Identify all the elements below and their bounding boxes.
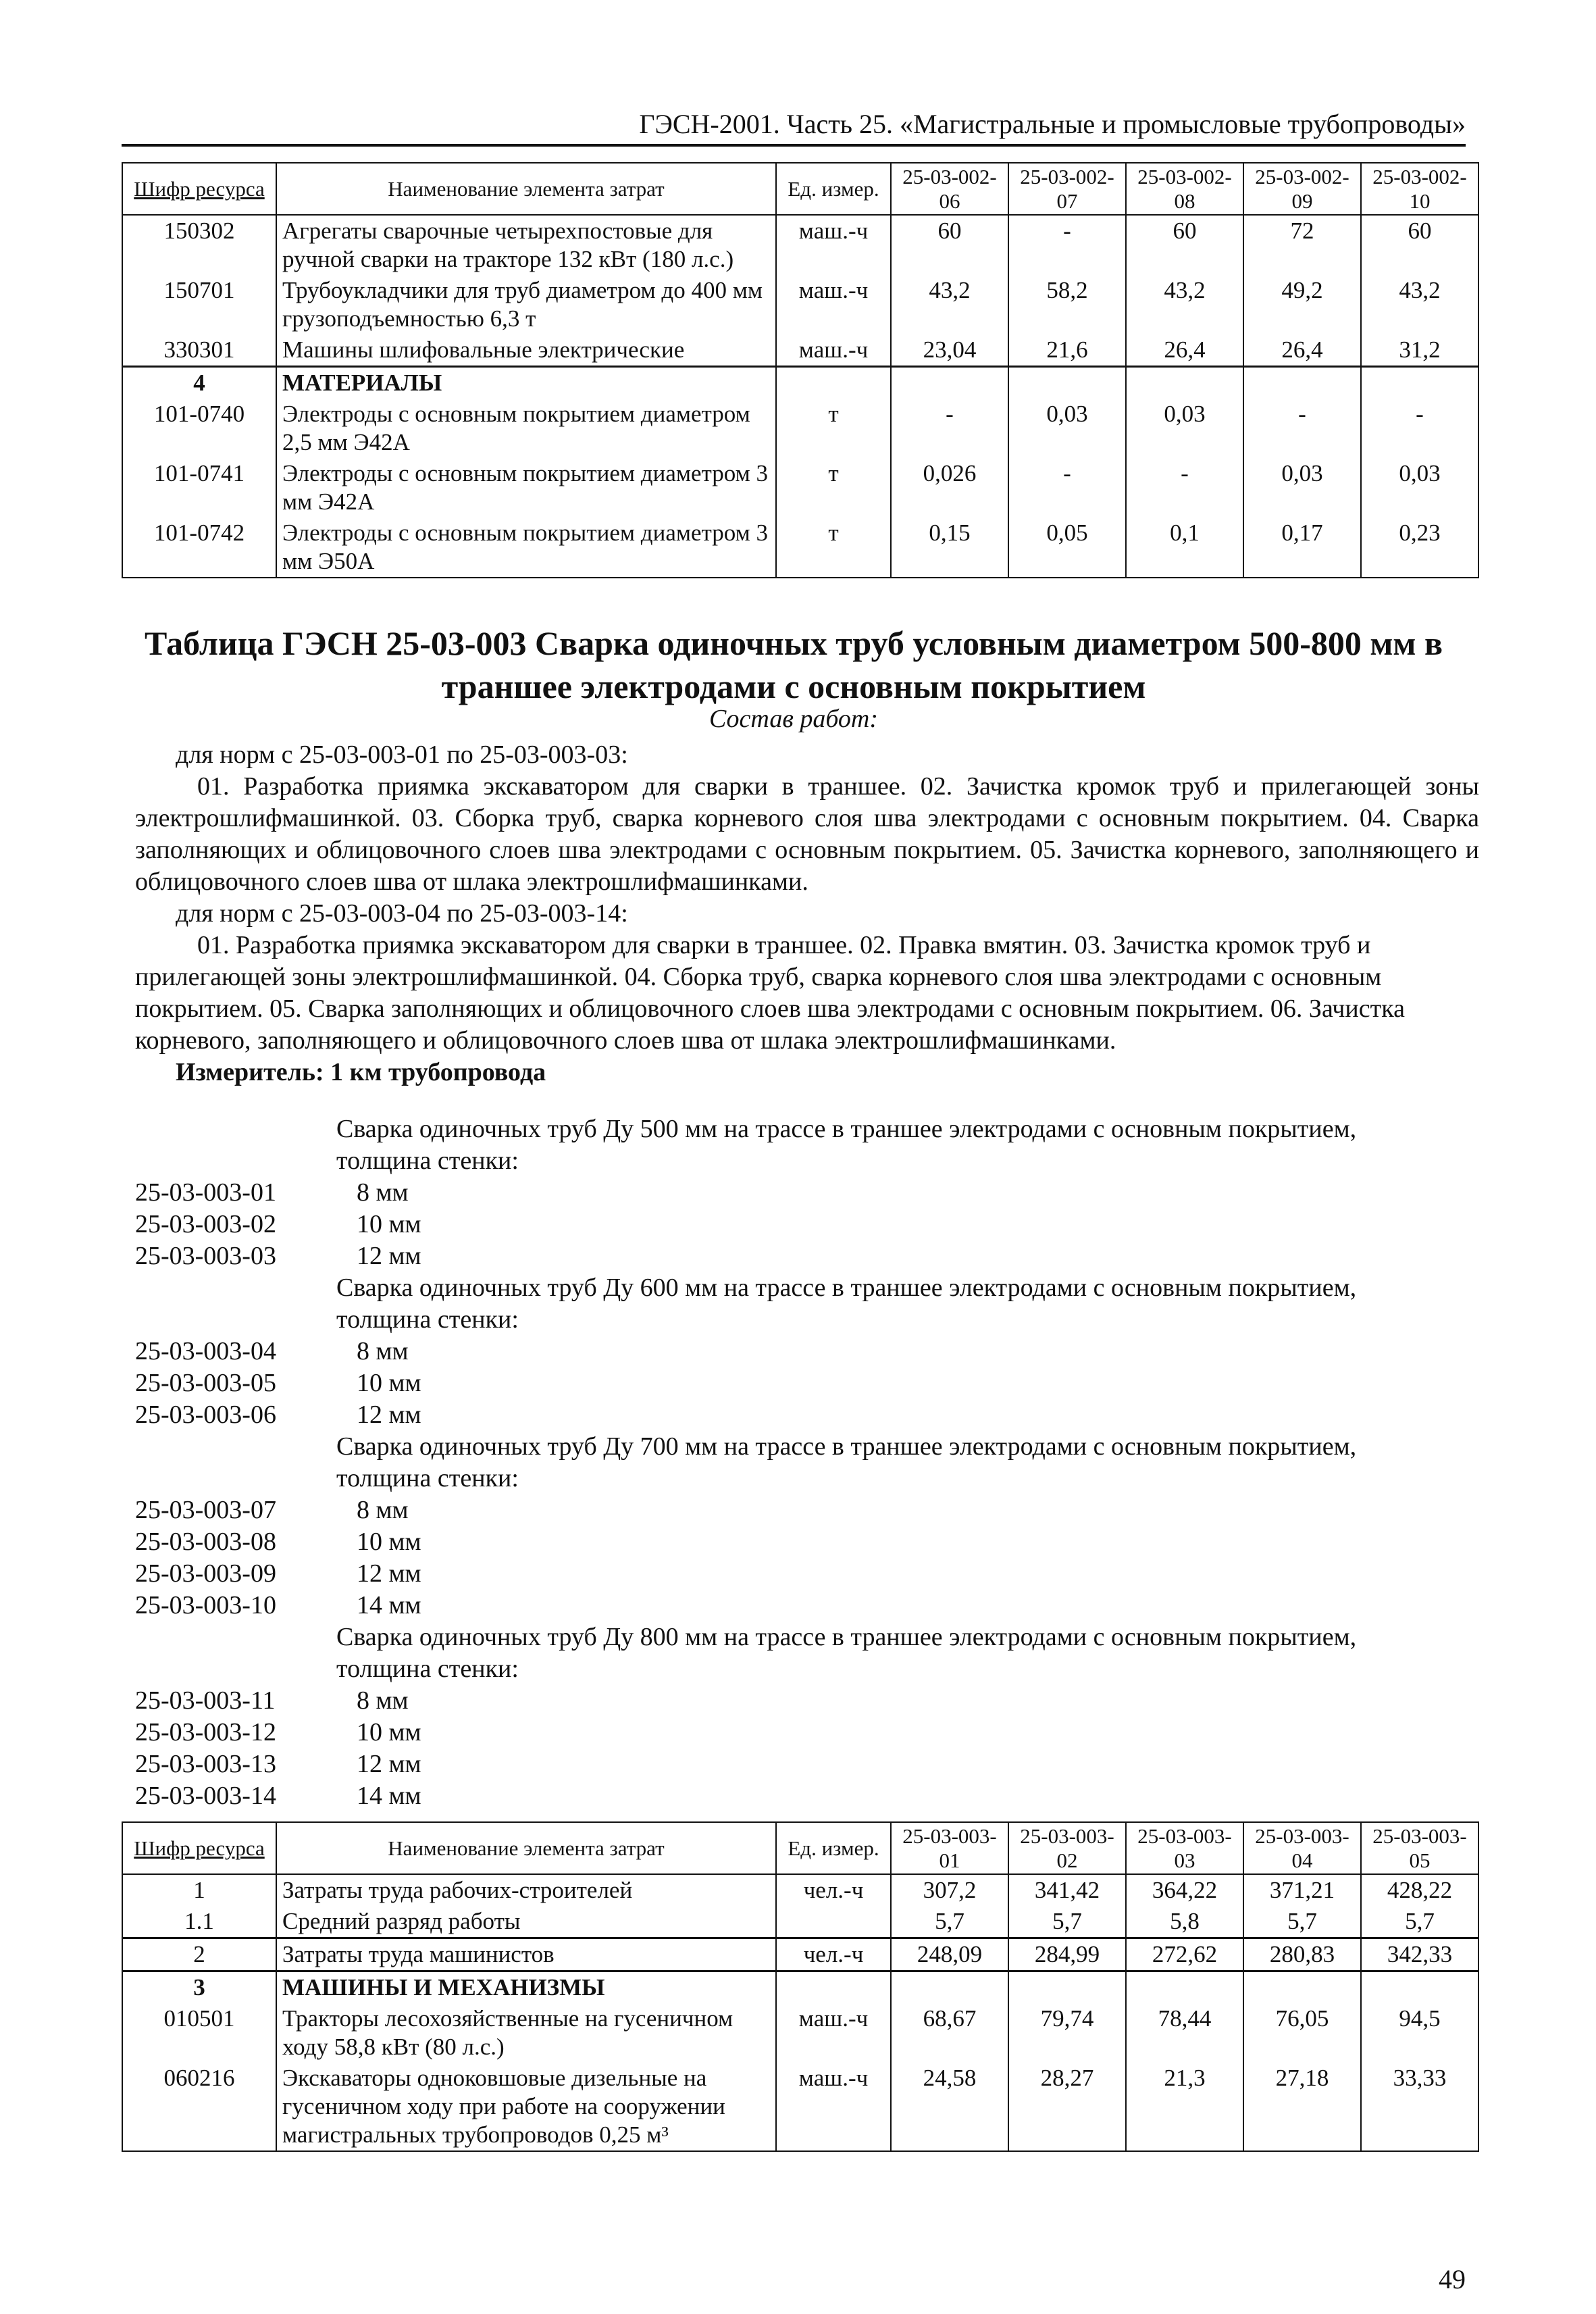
norm-code: 25-03-003-11: [135, 1686, 276, 1715]
column-header: 25-03-002-09: [1243, 163, 1361, 215]
resource-code: 150701: [122, 275, 276, 334]
norm-group: [135, 1272, 1479, 1431]
norm-item: [135, 1177, 1479, 1209]
norm-group-heading: толщина стенки:: [336, 1655, 519, 1683]
value-cell: 0,1: [1126, 518, 1243, 578]
resource-name: Экскаваторы одноковшовые дизельные на гусеничном ходу при работе на сооружении магистральных трубопроводов 0,25 м³: [276, 2063, 776, 2151]
table-section-row: [122, 1971, 1478, 2004]
column-header: 25-03-002-10: [1361, 163, 1478, 215]
value-cell: 43,2: [1126, 275, 1243, 334]
value-cell: -: [1243, 399, 1361, 458]
norm-value: 12 мм: [357, 1750, 421, 1778]
unit: т: [776, 458, 891, 518]
value-cell: [1243, 367, 1361, 399]
norm-item: [135, 1209, 1479, 1240]
measure-unit: Измеритель: 1 км трубопровода: [176, 1058, 546, 1086]
value-cell: 307,2: [891, 1874, 1008, 1906]
norm-code: 25-03-003-12: [135, 1718, 276, 1746]
table-row: [122, 518, 1478, 578]
column-header: Ед. измер.: [776, 163, 891, 215]
value-cell: 428,22: [1361, 1874, 1478, 1906]
value-cell: -: [1008, 458, 1126, 518]
value-cell: 72: [1243, 215, 1361, 275]
norm-value: 10 мм: [357, 1369, 421, 1397]
value-cell: [891, 367, 1008, 399]
resource-code: 1: [122, 1874, 276, 1906]
norm-code: 25-03-003-10: [135, 1591, 276, 1619]
norm-value: 14 мм: [357, 1591, 421, 1619]
resource-name: Агрегаты сварочные четырехпостовые для ручной сварки на тракторе 132 кВт (180 л.с.): [276, 215, 776, 275]
column-header: 25-03-003-01: [891, 1822, 1008, 1874]
table-header-row: [122, 163, 1478, 215]
resource-code: 150302: [122, 215, 276, 275]
column-header: Наименование элемента затрат: [276, 163, 776, 215]
work-composition-heading: Состав работ:: [709, 705, 879, 733]
value-cell: 78,44: [1126, 2003, 1243, 2063]
norm-group: [135, 1113, 1479, 1272]
resource-name: Тракторы лесохозяйственные на гусеничном ходу 58,8 кВт (80 л.с.): [276, 2003, 776, 2063]
norm-item: [135, 1240, 1479, 1272]
table-row: [122, 334, 1478, 367]
norm-code: 25-03-003-08: [135, 1528, 276, 1556]
running-header: ГЭСН-2001. Часть 25. «Магистральные и промысловые трубопроводы»: [122, 108, 1466, 147]
value-cell: 364,22: [1126, 1874, 1243, 1906]
resource-code: 010501: [122, 2003, 276, 2063]
norm-item: [135, 1717, 1479, 1749]
value-cell: -: [891, 399, 1008, 458]
value-cell: 43,2: [891, 275, 1008, 334]
norm-value: 12 мм: [357, 1559, 421, 1588]
value-cell: 21,3: [1126, 2063, 1243, 2151]
value-cell: [1008, 367, 1126, 399]
unit: маш.-ч: [776, 334, 891, 367]
section-code: 4: [122, 367, 276, 399]
value-cell: 5,7: [891, 1906, 1008, 1938]
value-cell: 76,05: [1243, 2003, 1361, 2063]
resource-name: Электроды с основным покрытием диаметром 2,5 мм Э42А: [276, 399, 776, 458]
norm-value: 8 мм: [357, 1337, 409, 1365]
column-header: 25-03-003-04: [1243, 1822, 1361, 1874]
unit: чел.-ч: [776, 1938, 891, 1971]
resource-code: 060216: [122, 2063, 276, 2151]
column-header: 25-03-003-03: [1126, 1822, 1243, 1874]
norm-item: [135, 1399, 1479, 1431]
norm-item: [135, 1526, 1479, 1558]
value-cell: 58,2: [1008, 275, 1126, 334]
norms-range-label: для норм с 25-03-003-04 по 25-03-003-14:: [176, 899, 628, 928]
value-cell: 0,03: [1243, 458, 1361, 518]
value-cell: [1243, 1971, 1361, 2004]
norm-group-heading: Сварка одиночных труб Ду 700 мм на трассе в траншее электродами с основным покрытием,: [336, 1432, 1357, 1461]
norm-value: 10 мм: [357, 1210, 421, 1238]
norm-code: 25-03-003-13: [135, 1750, 276, 1778]
norm-code: 25-03-003-05: [135, 1369, 276, 1397]
column-header: 25-03-003-02: [1008, 1822, 1126, 1874]
resource-name: Затраты труда машинистов: [276, 1938, 776, 1971]
column-header: 25-03-002-08: [1126, 163, 1243, 215]
norm-item: [135, 1367, 1479, 1399]
value-cell: 5,8: [1126, 1906, 1243, 1938]
value-cell: 0,05: [1008, 518, 1126, 578]
column-header: 25-03-003-05: [1361, 1822, 1478, 1874]
column-header: 25-03-002-06: [891, 163, 1008, 215]
value-cell: 26,4: [1243, 334, 1361, 367]
unit: маш.-ч: [776, 2003, 891, 2063]
value-cell: 0,15: [891, 518, 1008, 578]
work-description: [135, 739, 1479, 1088]
value-cell: 5,7: [1008, 1906, 1126, 1938]
norms-list: [135, 1113, 1479, 1812]
norm-group: [135, 1621, 1479, 1812]
work-steps-paragraph: 01. Разработка приямка экскаватором для сварки в траншее. 02. Зачистка кромок труб и прилегающей зоны электрошлифмашинкой. 03. Сборка труб, сварка корневого слоя шва электродами с основным покрытием. 04. Сварка заполняющих и облицовочного слоев шва электродами с основным покрытием. 05. Зачистка корневого, заполняющего и облицовочного слоев шва от шлака электрошлифмашинками.: [135, 772, 1479, 896]
norm-code: 25-03-003-01: [135, 1178, 276, 1207]
norm-group: [135, 1431, 1479, 1621]
value-cell: 26,4: [1126, 334, 1243, 367]
norm-group-heading: толщина стенки:: [336, 1464, 519, 1492]
unit: т: [776, 399, 891, 458]
value-cell: 0,026: [891, 458, 1008, 518]
section-code: 3: [122, 1971, 276, 2004]
norm-group-heading: Сварка одиночных труб Ду 500 мм на трассе в траншее электродами с основным покрытием,: [336, 1115, 1357, 1143]
norm-item: [135, 1749, 1479, 1780]
value-cell: 341,42: [1008, 1874, 1126, 1906]
value-cell: 342,33: [1361, 1938, 1478, 1971]
value-cell: -: [1008, 215, 1126, 275]
table-row: [122, 2003, 1478, 2063]
norm-item: [135, 1494, 1479, 1526]
value-cell: 21,6: [1008, 334, 1126, 367]
value-cell: 0,03: [1361, 458, 1478, 518]
resource-table-003: [122, 1821, 1479, 2152]
norm-code: 25-03-003-07: [135, 1496, 276, 1524]
norm-item: [135, 1558, 1479, 1590]
resource-name: Электроды с основным покрытием диаметром 3 мм Э42А: [276, 458, 776, 518]
norm-value: 8 мм: [357, 1496, 409, 1524]
norm-value: 12 мм: [357, 1242, 421, 1270]
column-header: 25-03-002-07: [1008, 163, 1126, 215]
value-cell: 60: [1361, 215, 1478, 275]
unit: маш.-ч: [776, 2063, 891, 2151]
value-cell: [1126, 1971, 1243, 2004]
value-cell: 371,21: [1243, 1874, 1361, 1906]
value-cell: 60: [1126, 215, 1243, 275]
page-number: 49: [1439, 2264, 1466, 2294]
norm-group-heading: Сварка одиночных труб Ду 600 мм на трассе в траншее электродами с основным покрытием,: [336, 1274, 1357, 1302]
norms-range-label: для норм с 25-03-003-01 по 25-03-003-03:: [176, 740, 628, 769]
norm-item: [135, 1780, 1479, 1812]
resource-code: 101-0742: [122, 518, 276, 578]
norm-code: 25-03-003-09: [135, 1559, 276, 1588]
value-cell: 49,2: [1243, 275, 1361, 334]
norm-value: 8 мм: [357, 1686, 409, 1715]
resource-name: Машины шлифовальные электрические: [276, 334, 776, 367]
table-section-row: [122, 367, 1478, 399]
value-cell: 0,03: [1126, 399, 1243, 458]
value-cell: 272,62: [1126, 1938, 1243, 1971]
norm-code: 25-03-003-04: [135, 1337, 276, 1365]
norm-group-heading: толщина стенки:: [336, 1147, 519, 1175]
value-cell: 27,18: [1243, 2063, 1361, 2151]
norm-group-heading: толщина стенки:: [336, 1305, 519, 1334]
norm-value: 12 мм: [357, 1401, 421, 1429]
value-cell: 31,2: [1361, 334, 1478, 367]
value-cell: 94,5: [1361, 2003, 1478, 2063]
section-title: МАТЕРИАЛЫ: [276, 367, 776, 399]
resource-code: 1.1: [122, 1906, 276, 1938]
table-row: [122, 275, 1478, 334]
value-cell: 0,17: [1243, 518, 1361, 578]
value-cell: 79,74: [1008, 2003, 1126, 2063]
value-cell: 0,23: [1361, 518, 1478, 578]
value-cell: 28,27: [1008, 2063, 1126, 2151]
value-cell: 24,58: [891, 2063, 1008, 2151]
value-cell: 5,7: [1361, 1906, 1478, 1938]
resource-name: Затраты труда рабочих-строителей: [276, 1874, 776, 1906]
value-cell: 248,09: [891, 1938, 1008, 1971]
value-cell: 280,83: [1243, 1938, 1361, 1971]
table-row: [122, 1874, 1478, 1906]
column-header: Шифр ресурса: [122, 163, 276, 215]
value-cell: -: [1361, 399, 1478, 458]
column-header: Шифр ресурса: [122, 1822, 276, 1874]
norm-item: [135, 1685, 1479, 1717]
norm-code: 25-03-003-03: [135, 1242, 276, 1270]
norm-item: [135, 1336, 1479, 1367]
resource-code: 330301: [122, 334, 276, 367]
unit: [776, 1906, 891, 1938]
value-cell: 0,03: [1008, 399, 1126, 458]
value-cell: 23,04: [891, 334, 1008, 367]
table-row: [122, 458, 1478, 518]
table-title: Таблица ГЭСН 25-03-003 Сварка одиночных труб условным диаметром 500-800 мм в траншее электродами с основным покрытием: [145, 624, 1443, 705]
resource-code: 2: [122, 1938, 276, 1971]
unit: [776, 1971, 891, 2004]
value-cell: [1008, 1971, 1126, 2004]
resource-name: Трубоукладчики для труб диаметром до 400 мм грузоподъемностью 6,3 т: [276, 275, 776, 334]
unit: чел.-ч: [776, 1874, 891, 1906]
work-steps-paragraph: 01. Разработка приямка экскаватором для сварки в траншее. 02. Правка вмятин. 03. Зачистка кромок труб и прилегающей зоны электрошлифмашинкой. 04. Сборка труб, сварка корневого слоя шва электродами с основным покрытием. 05. Сварка заполняющих и облицовочного слоев шва электродами с основным покрытием. 06. Зачистка корневого, заполняющего и облицовочного слоев шва от шлака электрошлифмашинками.: [135, 931, 1405, 1055]
value-cell: [1361, 1971, 1478, 2004]
table-row: [122, 1938, 1478, 1971]
resource-table-002: [122, 162, 1479, 578]
value-cell: 60: [891, 215, 1008, 275]
table-row: [122, 215, 1478, 275]
value-cell: 43,2: [1361, 275, 1478, 334]
section-title: МАШИНЫ И МЕХАНИЗМЫ: [276, 1971, 776, 2004]
value-cell: 33,33: [1361, 2063, 1478, 2151]
value-cell: [891, 1971, 1008, 2004]
resource-code: 101-0741: [122, 458, 276, 518]
norm-code: 25-03-003-06: [135, 1401, 276, 1429]
value-cell: 284,99: [1008, 1938, 1126, 1971]
table-row: [122, 2063, 1478, 2151]
unit: т: [776, 518, 891, 578]
column-header: Ед. измер.: [776, 1822, 891, 1874]
value-cell: -: [1126, 458, 1243, 518]
value-cell: [1361, 367, 1478, 399]
norm-value: 8 мм: [357, 1178, 409, 1207]
norm-value: 10 мм: [357, 1528, 421, 1556]
column-header: Наименование элемента затрат: [276, 1822, 776, 1874]
norm-code: 25-03-003-14: [135, 1782, 276, 1810]
value-cell: 5,7: [1243, 1906, 1361, 1938]
table-header-row: [122, 1822, 1478, 1874]
norm-value: 10 мм: [357, 1718, 421, 1746]
norm-value: 14 мм: [357, 1782, 421, 1810]
unit: [776, 367, 891, 399]
norm-item: [135, 1590, 1479, 1621]
value-cell: [1126, 367, 1243, 399]
unit: маш.-ч: [776, 275, 891, 334]
resource-name: Средний разряд работы: [276, 1906, 776, 1938]
unit: маш.-ч: [776, 215, 891, 275]
norm-group-heading: Сварка одиночных труб Ду 800 мм на трассе в траншее электродами с основным покрытием,: [336, 1623, 1357, 1651]
table-row: [122, 1906, 1478, 1938]
resource-code: 101-0740: [122, 399, 276, 458]
value-cell: 68,67: [891, 2003, 1008, 2063]
norm-code: 25-03-003-02: [135, 1210, 276, 1238]
table-row: [122, 399, 1478, 458]
resource-name: Электроды с основным покрытием диаметром 3 мм Э50А: [276, 518, 776, 578]
